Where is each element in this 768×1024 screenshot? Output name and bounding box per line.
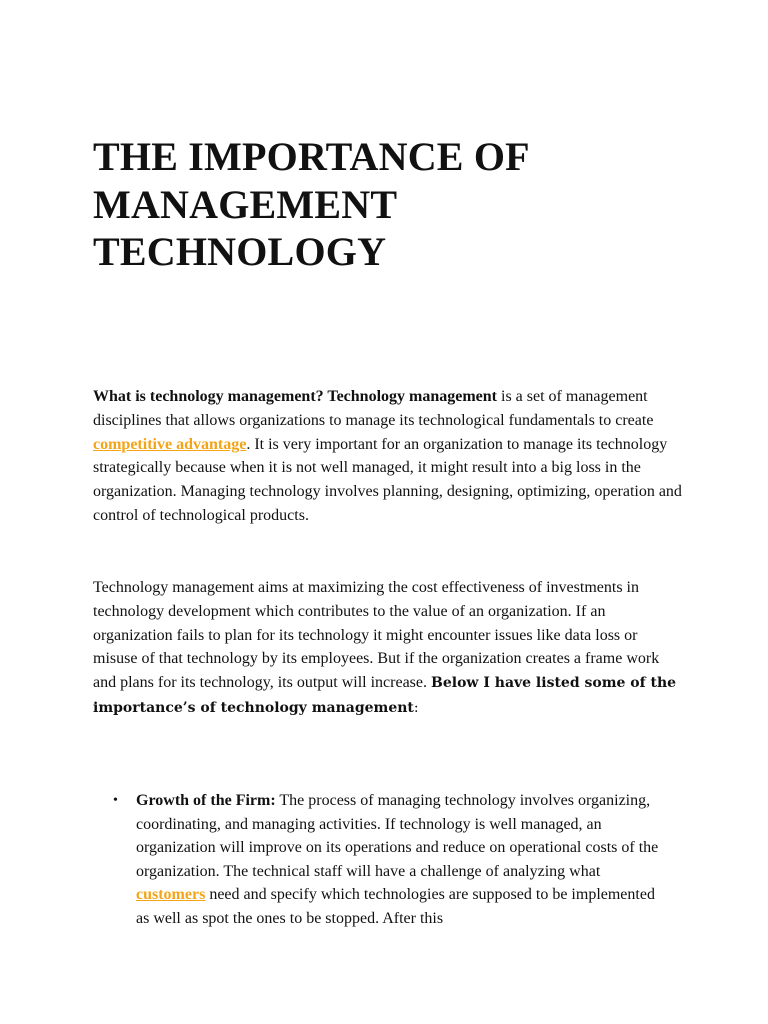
list-item-text-a: The process of managing technology involves organizing, coordinating, and managing activities. If technology is well managed, an organization will improve on its operations and reduce on operational costs of the organization. The technical staff will have a challenge of analyzing what xyxy=(136,792,659,880)
aims-paragraph xyxy=(93,576,683,721)
document-title: THE IMPORTANCE OF MANAGEMENT TECHNOLOGY xyxy=(93,134,529,274)
list-item-label: Growth of the Firm: xyxy=(136,792,276,809)
intro-text-a: is a set of management disciplines that allows organizations to manage its technological fundamentals to create xyxy=(93,388,654,429)
intro-lead-bold: What is technology management? Technology management xyxy=(93,388,497,405)
aims-colon: : xyxy=(413,699,419,716)
list-item xyxy=(93,789,666,931)
competitive-advantage-link[interactable]: competitive advantage xyxy=(93,435,247,453)
importance-list xyxy=(93,789,673,931)
aims-bold-tail-text: Below I have listed some of the importance’s of technology management xyxy=(93,675,677,716)
intro-text-b: . It is very important for an organization to manage its technology strategically because when it is not well managed, it might result into a big loss in the organization. Managing technology involves planning, designing, optimizing, operation and control of technological products. xyxy=(93,435,682,524)
customers-link[interactable]: customers xyxy=(136,886,206,904)
bullet-icon: • xyxy=(113,793,118,808)
list-item-text-b: need and specify which technologies are supposed to be implemented as well as spot the ones to be stopped. After this xyxy=(136,886,655,927)
aims-text: Technology management aims at maximizing the cost effectiveness of investments in technology development which contributes to the value of an organization. If an organization fails to plan for its technology it might encounter issues like data loss or misuse of that technology by its employees. But if the organization creates a frame work and plans for its technology, its output will increase. xyxy=(93,579,660,692)
intro-paragraph xyxy=(93,385,683,528)
